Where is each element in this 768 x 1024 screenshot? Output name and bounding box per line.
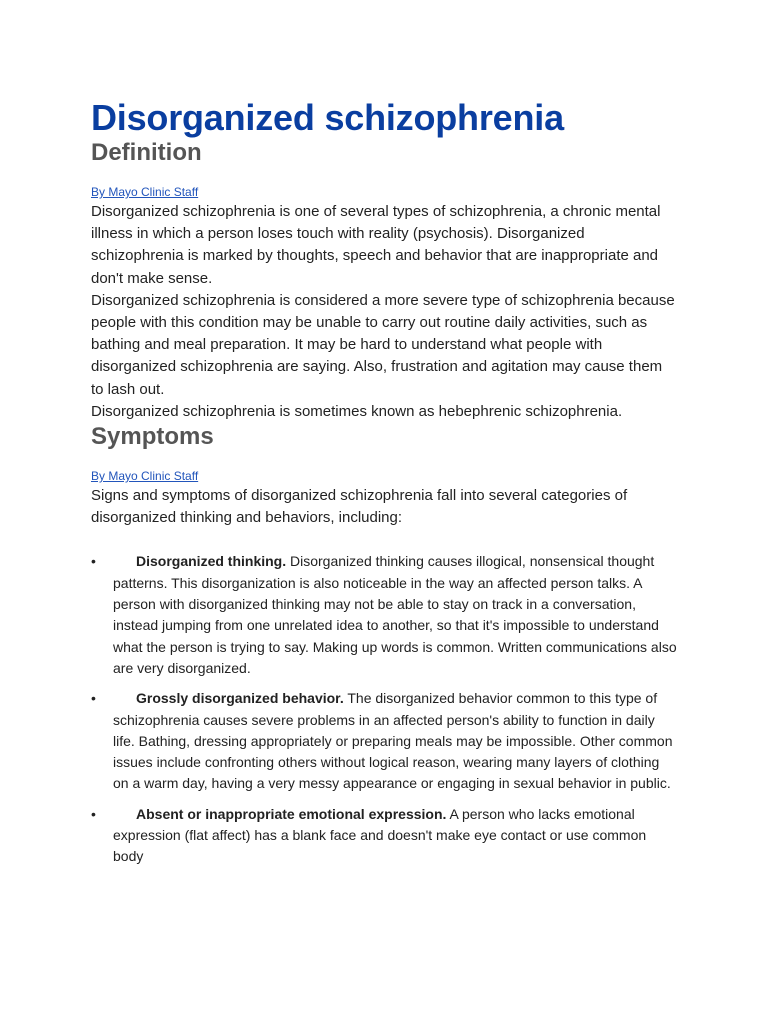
symptoms-intro: Signs and symptoms of disorganized schizophrenia fall into several categories of disorganized thinking and behaviors, including: <box>91 487 628 527</box>
symptom-description: A person who lacks emotional expression (flat affect) has a blank face and doesn't make eye contact or use common body <box>113 805 647 865</box>
symptom-term: Grossly disorganized behavior. <box>136 690 344 707</box>
list-item <box>91 551 678 679</box>
symptom-term: Absent or inappropriate emotional expression. <box>136 805 447 822</box>
symptom-description: Disorganized thinking causes illogical, nonsensical thought patterns. This disorganization is also noticeable in the way an affected person talks. A person with disorganized thinking may not be able to stay on track in a conversation, instead jumping from one unrelated idea to another, so that it's impossible to understand what the person is trying to say. Making up words is common. Written communications also are very disorganized. <box>113 553 677 676</box>
definition-paragraph: Disorganized schizophrenia is one of several types of schizophrenia, a chronic mental illness in which a person loses touch with reality (psychosis). Disorganized schizophrenia is marked by thoughts, speech and behavior that are inappropriate and don't make sense. <box>91 203 661 287</box>
page-title: Disorganized schizophrenia <box>91 97 564 138</box>
bullet-icon: • <box>91 805 96 822</box>
bullet-icon: • <box>91 690 96 707</box>
definition-heading: Definition <box>91 139 202 166</box>
list-item <box>91 688 678 794</box>
symptoms-byline-link[interactable]: By Mayo Clinic Staff <box>91 469 199 484</box>
symptoms-list <box>91 551 678 867</box>
symptom-term: Disorganized thinking. <box>136 553 287 570</box>
symptom-description: The disorganized behavior common to this type of schizophrenia causes severe problems in an affected person's ability to function in daily life. Bathing, dressing appropriately or preparing meals may be impossible. Other common issues include confronting others without logical reason, wearing many layers of clothing on a warm day, having a very messy appearance or engaging in sexual behavior in public. <box>113 690 673 792</box>
definition-paragraph: Disorganized schizophrenia is considered a more severe type of schizophrenia because people with this condition may be unable to carry out routine daily activities, such as bathing and meal preparation. It may be hard to understand what people with disorganized schizophrenia are saying. Also, frustration and agitation may cause them to lash out. <box>91 291 675 398</box>
symptoms-heading: Symptoms <box>91 423 214 451</box>
bullet-icon: • <box>91 553 96 570</box>
definition-paragraph: Disorganized schizophrenia is sometimes known as hebephrenic schizophrenia. <box>91 402 623 420</box>
list-item <box>91 804 678 868</box>
definition-byline-link[interactable]: By Mayo Clinic Staff <box>91 185 199 199</box>
